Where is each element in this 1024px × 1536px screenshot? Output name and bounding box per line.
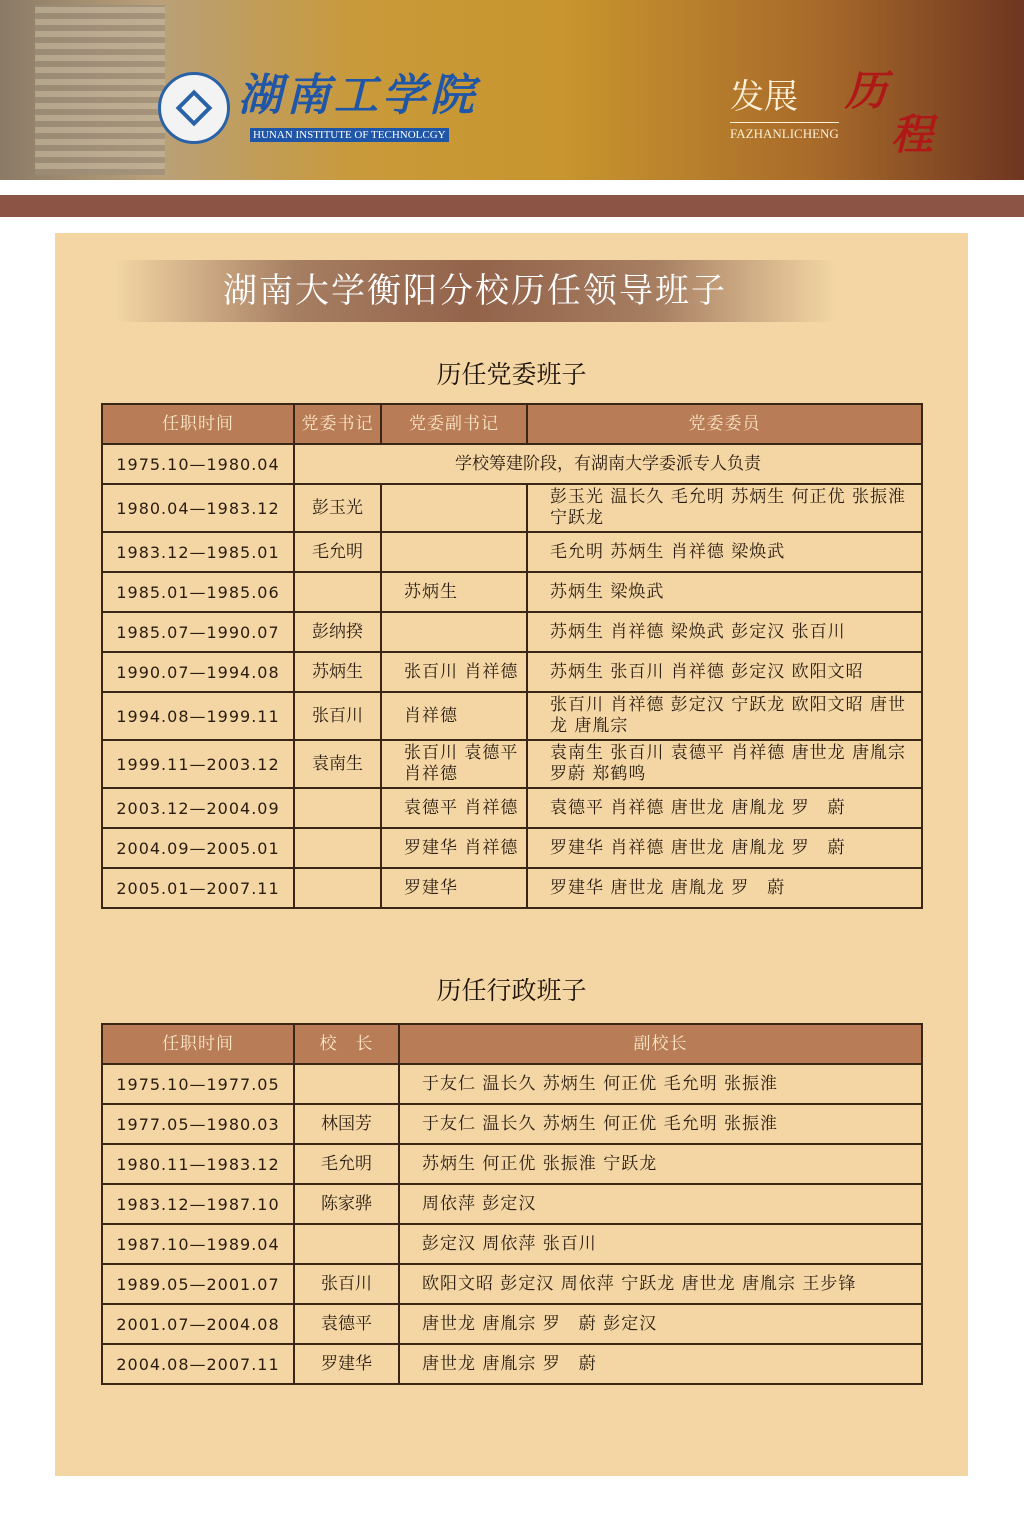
vice-presidents-cell: 唐世龙 唐胤宗 罗 蔚 <box>399 1344 922 1384</box>
secretary-cell: 苏炳生 <box>294 652 381 692</box>
vice-presidents-cell: 唐世龙 唐胤宗 罗 蔚 彭定汉 <box>399 1304 922 1344</box>
president-cell: 袁德平 <box>294 1304 399 1344</box>
period-cell: 1994.08—1999.11 <box>102 692 294 740</box>
members-cell: 罗建华 肖祥德 唐世龙 唐胤龙 罗 蔚 <box>527 828 922 868</box>
table-row <box>102 692 922 740</box>
period-cell: 1980.04—1983.12 <box>102 484 294 532</box>
members-cell: 罗建华 唐世龙 唐胤龙 罗 蔚 <box>527 868 922 908</box>
party-table <box>101 403 923 909</box>
header-deputy: 党委副书记 <box>381 404 527 444</box>
table-row <box>102 532 922 572</box>
members-cell: 毛允明 苏炳生 肖祥德 梁焕武 <box>527 532 922 572</box>
header-vice-presidents: 副校长 <box>399 1024 922 1064</box>
page-title: 湖南大学衡阳分校历任领导班子 <box>115 260 835 322</box>
table-row <box>102 572 922 612</box>
period-cell: 1977.05—1980.03 <box>102 1104 294 1144</box>
table-row <box>102 1264 922 1304</box>
header-secretary: 党委书记 <box>294 404 381 444</box>
president-cell <box>294 1224 399 1264</box>
table-row <box>102 1304 922 1344</box>
period-cell: 1983.12—1985.01 <box>102 532 294 572</box>
table-row <box>102 1064 922 1104</box>
period-cell: 1985.07—1990.07 <box>102 612 294 652</box>
deputy-cell: 肖祥德 <box>381 692 527 740</box>
period-cell: 2001.07—2004.08 <box>102 1304 294 1344</box>
slogan-en: FAZHANLICHENG <box>730 122 839 140</box>
period-cell: 1975.10—1977.05 <box>102 1064 294 1104</box>
header-president: 校 长 <box>294 1024 399 1064</box>
header-members: 党委委员 <box>527 404 922 444</box>
school-seal-logo <box>158 72 230 144</box>
secretary-cell <box>294 572 381 612</box>
vice-presidents-cell: 彭定汉 周依萍 张百川 <box>399 1224 922 1264</box>
admin-table <box>101 1023 923 1385</box>
period-cell: 2005.01—2007.11 <box>102 868 294 908</box>
secretary-cell <box>294 828 381 868</box>
members-cell: 袁德平 肖祥德 唐世龙 唐胤龙 罗 蔚 <box>527 788 922 828</box>
members-cell: 袁南生 张百川 袁德平 肖祥德 唐世龙 唐胤宗 罗蔚 郑鹤鸣 <box>527 740 922 788</box>
period-cell: 2004.08—2007.11 <box>102 1344 294 1384</box>
deputy-cell: 罗建华 肖祥德 <box>381 828 527 868</box>
secretary-cell <box>294 868 381 908</box>
slogan-cn: 发展 <box>730 77 798 117</box>
table-row <box>102 444 922 484</box>
table-row <box>102 652 922 692</box>
school-name-logo: 湖南工学院 <box>238 70 478 121</box>
secretary-cell: 彭纳揆 <box>294 612 381 652</box>
period-cell: 1980.11—1983.12 <box>102 1144 294 1184</box>
divider-band <box>0 195 1024 217</box>
period-cell: 2004.09—2005.01 <box>102 828 294 868</box>
vice-presidents-cell: 于友仁 温长久 苏炳生 何正优 毛允明 张振淮 <box>399 1064 922 1104</box>
president-cell: 毛允明 <box>294 1144 399 1184</box>
school-name-en: HUNAN INSTITUTE OF TECHNOLCGY <box>250 128 449 142</box>
members-cell: 苏炳生 张百川 肖祥德 彭定汉 欧阳文昭 <box>527 652 922 692</box>
table-row <box>102 1344 922 1384</box>
table-row <box>102 484 922 532</box>
deputy-cell: 张百川 袁德平 肖祥德 <box>381 740 527 788</box>
deputy-cell: 苏炳生 <box>381 572 527 612</box>
members-cell: 苏炳生 梁焕武 <box>527 572 922 612</box>
president-cell: 陈家骅 <box>294 1184 399 1224</box>
table-row <box>102 1144 922 1184</box>
secretary-cell: 张百川 <box>294 692 381 740</box>
period-cell: 1987.10—1989.04 <box>102 1224 294 1264</box>
president-cell <box>294 1064 399 1104</box>
note-cell: 学校筹建阶段，有湖南大学委派专人负责 <box>294 444 922 484</box>
secretary-cell: 毛允明 <box>294 532 381 572</box>
vice-presidents-cell: 苏炳生 何正优 张振淮 宁跃龙 <box>399 1144 922 1184</box>
deputy-cell: 袁德平 肖祥德 <box>381 788 527 828</box>
campus-building-image <box>35 5 165 175</box>
content-panel <box>55 233 968 1476</box>
header-period: 任职时间 <box>102 404 294 444</box>
period-cell: 1989.05—2001.07 <box>102 1264 294 1304</box>
president-cell: 罗建华 <box>294 1344 399 1384</box>
members-cell: 彭玉光 温长久 毛允明 苏炳生 何正优 张振淮 宁跃龙 <box>527 484 922 532</box>
header-period: 任职时间 <box>102 1024 294 1064</box>
header-banner <box>0 0 1024 180</box>
deputy-cell <box>381 484 527 532</box>
deputy-cell: 张百川 肖祥德 <box>381 652 527 692</box>
secretary-cell <box>294 788 381 828</box>
period-cell: 1999.11—2003.12 <box>102 740 294 788</box>
party-section-title: 历任党委班子 <box>436 360 587 389</box>
slogan-red-2: 程 <box>890 110 933 159</box>
table-row <box>102 788 922 828</box>
table-row <box>102 1224 922 1264</box>
slogan-red-1: 历 <box>844 66 887 115</box>
slogan <box>730 66 933 159</box>
members-cell: 张百川 肖祥德 彭定汉 宁跃龙 欧阳文昭 唐世龙 唐胤宗 <box>527 692 922 740</box>
secretary-cell: 彭玉光 <box>294 484 381 532</box>
table-row <box>102 740 922 788</box>
period-cell: 2003.12—2004.09 <box>102 788 294 828</box>
vice-presidents-cell: 于友仁 温长久 苏炳生 何正优 毛允明 张振淮 <box>399 1104 922 1144</box>
period-cell: 1975.10—1980.04 <box>102 444 294 484</box>
vice-presidents-cell: 欧阳文昭 彭定汉 周依萍 宁跃龙 唐世龙 唐胤宗 王步锋 <box>399 1264 922 1304</box>
secretary-cell: 袁南生 <box>294 740 381 788</box>
period-cell: 1990.07—1994.08 <box>102 652 294 692</box>
deputy-cell <box>381 532 527 572</box>
deputy-cell <box>381 612 527 652</box>
table-row <box>102 612 922 652</box>
vice-presidents-cell: 周依萍 彭定汉 <box>399 1184 922 1224</box>
deputy-cell: 罗建华 <box>381 868 527 908</box>
table-row <box>102 1104 922 1144</box>
table-row <box>102 1184 922 1224</box>
period-cell: 1985.01—1985.06 <box>102 572 294 612</box>
table-row <box>102 868 922 908</box>
president-cell: 林国芳 <box>294 1104 399 1144</box>
period-cell: 1983.12—1987.10 <box>102 1184 294 1224</box>
table-row <box>102 828 922 868</box>
admin-section-title: 历任行政班子 <box>436 976 587 1005</box>
members-cell: 苏炳生 肖祥德 梁焕武 彭定汉 张百川 <box>527 612 922 652</box>
president-cell: 张百川 <box>294 1264 399 1304</box>
